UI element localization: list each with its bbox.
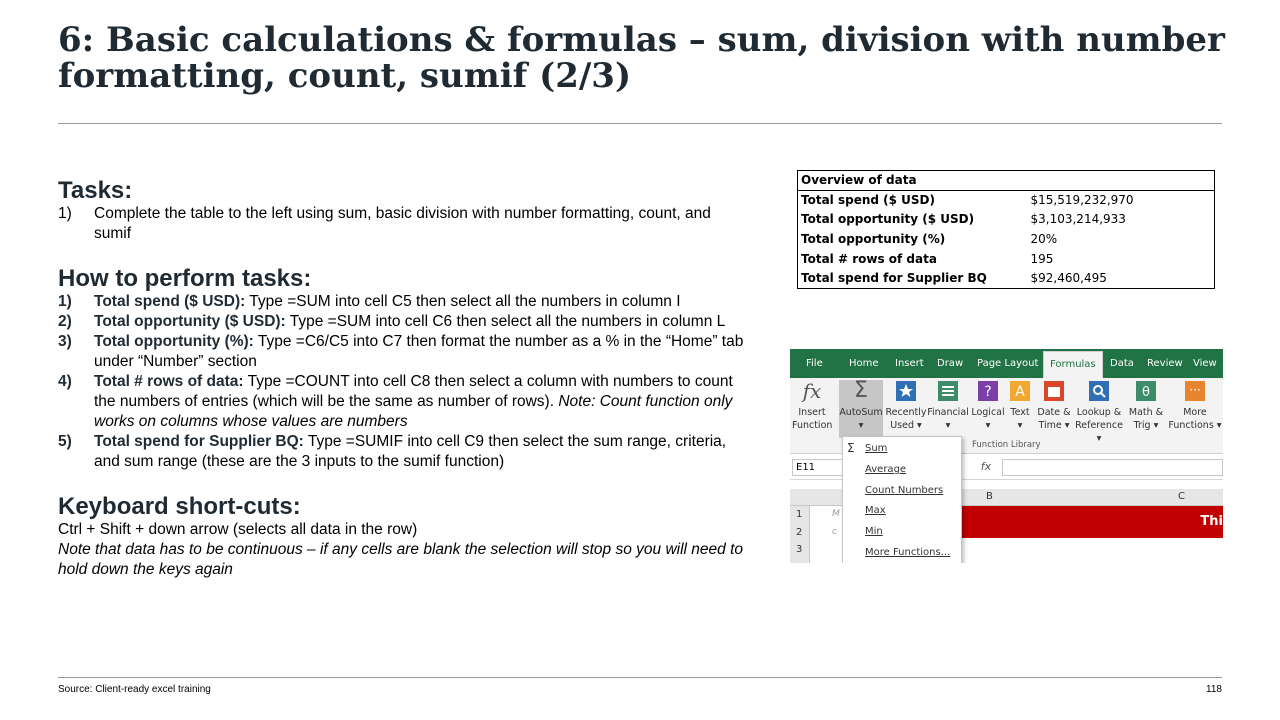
how-to-text: Type =SUM into cell C6 then select all the numbers in column L bbox=[285, 313, 726, 330]
menu-item-max[interactable]: Max bbox=[865, 505, 886, 516]
how-to-item bbox=[58, 312, 750, 332]
column-b-header[interactable]: B bbox=[986, 491, 993, 502]
tab-review[interactable]: Review bbox=[1147, 358, 1183, 369]
fx-icon: fx bbox=[802, 379, 822, 403]
date-time-button[interactable]: Date & Time ▾ bbox=[1035, 380, 1073, 432]
svg-text:···: ··· bbox=[1189, 383, 1201, 397]
how-to-label: Total spend ($ USD): bbox=[94, 293, 246, 310]
how-to-label: Total spend for Supplier BQ: bbox=[94, 433, 304, 450]
task-item bbox=[58, 204, 750, 244]
shortcuts-heading: Keyboard short-cuts: bbox=[58, 493, 301, 520]
tab-home[interactable]: Home bbox=[849, 358, 879, 369]
row-label: Total spend for Supplier BQ bbox=[801, 271, 987, 286]
label: Lookup & bbox=[1076, 407, 1122, 418]
tab-view[interactable]: View bbox=[1193, 358, 1217, 369]
label: Math & bbox=[1128, 407, 1164, 418]
label: Functions bbox=[1168, 420, 1214, 431]
star-icon bbox=[895, 380, 917, 402]
ribbon-tabs bbox=[790, 349, 1223, 378]
label: Recently bbox=[885, 407, 927, 418]
lookup-reference-button[interactable]: Lookup & Reference ▾ bbox=[1074, 380, 1124, 445]
shortcut-note: Note that data has to be continuous – if any cells are blank the selection will stop so you will need to hold down the keys again bbox=[58, 541, 743, 578]
table-row bbox=[798, 210, 1215, 230]
how-to-text: Type =C6/C5 into C7 then format the number as a % in the “Home” tab under “Number” section bbox=[94, 333, 744, 370]
cell-text-ghost: M bbox=[832, 509, 840, 519]
cell-text-ghost: c bbox=[832, 527, 837, 537]
row-value: 195 bbox=[1030, 251, 1054, 266]
more-dots-icon bbox=[1184, 380, 1206, 402]
how-to-text: Type =SUMIF into cell C9 then select the sum range, criteria, and sum range (these are the 3 inputs to the sumif function) bbox=[94, 433, 727, 470]
label: Trig bbox=[1133, 420, 1151, 431]
overview-table bbox=[797, 170, 1215, 289]
table-row bbox=[798, 249, 1215, 269]
svg-text:A: A bbox=[1015, 384, 1025, 400]
how-to-text: Type =COUNT into cell C8 then select a column with numbers to count the numbers of entries (which will be the same as number of rows). bbox=[94, 373, 733, 410]
instructions-panel bbox=[58, 178, 750, 580]
column-c-header[interactable]: C bbox=[1178, 491, 1185, 502]
tab-page-layout[interactable]: Page Layout bbox=[977, 358, 1039, 369]
header-band bbox=[962, 506, 1223, 538]
how-to-item bbox=[58, 292, 750, 312]
tab-draw[interactable]: Draw bbox=[937, 358, 964, 369]
math-trig-button[interactable]: θ Math & Trig ▾ bbox=[1126, 380, 1166, 432]
task-number: 1) bbox=[58, 205, 72, 222]
row-label: Total opportunity ($ USD) bbox=[801, 212, 975, 227]
row-label: Total spend ($ USD) bbox=[801, 193, 935, 208]
band-text: Thi bbox=[1200, 514, 1223, 529]
chevron-down-icon: ▾ bbox=[858, 420, 864, 431]
row-header[interactable]: 2 bbox=[796, 527, 803, 538]
how-to-label: Total # rows of data: bbox=[94, 373, 244, 390]
text-button[interactable]: A Text ▾ bbox=[1007, 380, 1033, 432]
table-row bbox=[798, 268, 1215, 288]
recently-used-button[interactable]: Recently Used ▾ bbox=[885, 380, 927, 432]
how-to-heading: How to perform tasks: bbox=[58, 265, 312, 292]
theta-icon bbox=[1135, 380, 1157, 402]
row-label: Total # rows of data bbox=[801, 251, 937, 266]
label: Financial bbox=[927, 407, 969, 418]
how-to-item bbox=[58, 432, 750, 472]
row-value: $92,460,495 bbox=[1030, 271, 1107, 286]
fx-button[interactable]: fx bbox=[980, 460, 992, 473]
tab-data[interactable]: Data bbox=[1110, 358, 1134, 369]
row-value: $15,519,232,970 bbox=[1030, 193, 1134, 208]
menu-item-sum[interactable]: Sum bbox=[865, 443, 888, 454]
ledger-icon bbox=[937, 380, 959, 402]
label: Insert bbox=[798, 407, 826, 418]
logical-button[interactable]: ? Logical ▾ bbox=[970, 380, 1006, 432]
overview-header: Overview of data bbox=[798, 171, 1215, 191]
excel-ribbon-screenshot bbox=[790, 349, 1223, 563]
name-box[interactable]: E11 bbox=[792, 459, 847, 476]
how-to-number: 1) bbox=[58, 293, 72, 310]
footer-divider bbox=[58, 677, 1222, 678]
formula-input[interactable] bbox=[1002, 459, 1223, 476]
tasks-heading: Tasks: bbox=[58, 177, 133, 204]
menu-item-min[interactable]: Min bbox=[865, 526, 883, 537]
tab-insert[interactable]: Insert bbox=[895, 358, 924, 369]
row-label: Total opportunity (%) bbox=[801, 232, 946, 247]
question-icon bbox=[977, 380, 999, 402]
svg-text:θ: θ bbox=[1142, 385, 1150, 400]
tab-formulas[interactable]: Formulas bbox=[1043, 351, 1103, 378]
magnifier-icon bbox=[1088, 380, 1110, 402]
financial-button[interactable]: Financial ▾ bbox=[927, 380, 969, 432]
row-header[interactable]: 1 bbox=[796, 509, 803, 520]
how-to-item bbox=[58, 372, 750, 432]
shortcut-line: Ctrl + Shift + down arrow (selects all data in the row) bbox=[58, 521, 418, 538]
how-to-label: Total opportunity (%): bbox=[94, 333, 254, 350]
label: Date & bbox=[1037, 407, 1071, 418]
sigma-icon: Σ bbox=[847, 441, 855, 455]
how-to-text: Type =SUM into cell C5 then select all the numbers in column I bbox=[245, 293, 681, 310]
how-to-note: Note: Count function only works on columns whose values are numbers bbox=[94, 393, 733, 430]
how-to-number: 4) bbox=[58, 373, 72, 390]
label: Reference bbox=[1075, 420, 1123, 431]
source-note: Source: Client-ready excel training bbox=[58, 684, 211, 695]
menu-item-more-functions[interactable]: More Functions... bbox=[865, 547, 951, 558]
how-to-item bbox=[58, 332, 750, 372]
calendar-icon bbox=[1043, 380, 1065, 402]
how-to-number: 3) bbox=[58, 333, 72, 350]
how-to-number: 2) bbox=[58, 313, 72, 330]
more-functions-button[interactable]: ··· More Functions ▾ bbox=[1168, 380, 1222, 432]
tab-file[interactable]: File bbox=[806, 358, 823, 369]
text-a-icon bbox=[1009, 380, 1031, 402]
label: Used bbox=[890, 420, 914, 431]
task-text: Complete the table to the left using sum, basic division with number formatting, count, and sumif bbox=[94, 205, 711, 242]
row-value: $3,103,214,933 bbox=[1030, 212, 1126, 227]
table-row bbox=[798, 190, 1215, 210]
label: AutoSum bbox=[839, 407, 883, 418]
how-to-label: Total opportunity ($ USD): bbox=[94, 313, 286, 330]
autosum-dropdown bbox=[842, 436, 962, 563]
label: Logical bbox=[971, 407, 1005, 418]
sigma-icon: Σ bbox=[854, 378, 868, 403]
row-headers bbox=[790, 506, 810, 563]
how-to-number: 5) bbox=[58, 433, 72, 450]
page-number: 118 bbox=[1206, 684, 1222, 695]
table-row bbox=[798, 229, 1215, 249]
svg-text:?: ? bbox=[984, 384, 992, 400]
menu-item-average[interactable]: Average bbox=[865, 464, 907, 475]
row-header[interactable]: 3 bbox=[796, 544, 803, 555]
menu-item-count-numbers[interactable]: Count Numbers bbox=[865, 485, 944, 496]
insert-function-button[interactable] bbox=[792, 380, 832, 432]
label: Time bbox=[1038, 420, 1062, 431]
slide-title: 6: Basic calculations & formulas – sum, division with number formatting, count, sumif (2/3) bbox=[58, 20, 1225, 96]
title-divider bbox=[58, 123, 1222, 124]
row-value: 20% bbox=[1030, 232, 1058, 247]
label: Text bbox=[1010, 407, 1030, 418]
label: More bbox=[1183, 407, 1207, 418]
function-library-label: Function Library bbox=[972, 440, 1041, 450]
autosum-button[interactable] bbox=[839, 380, 883, 438]
label: Function bbox=[792, 420, 833, 431]
